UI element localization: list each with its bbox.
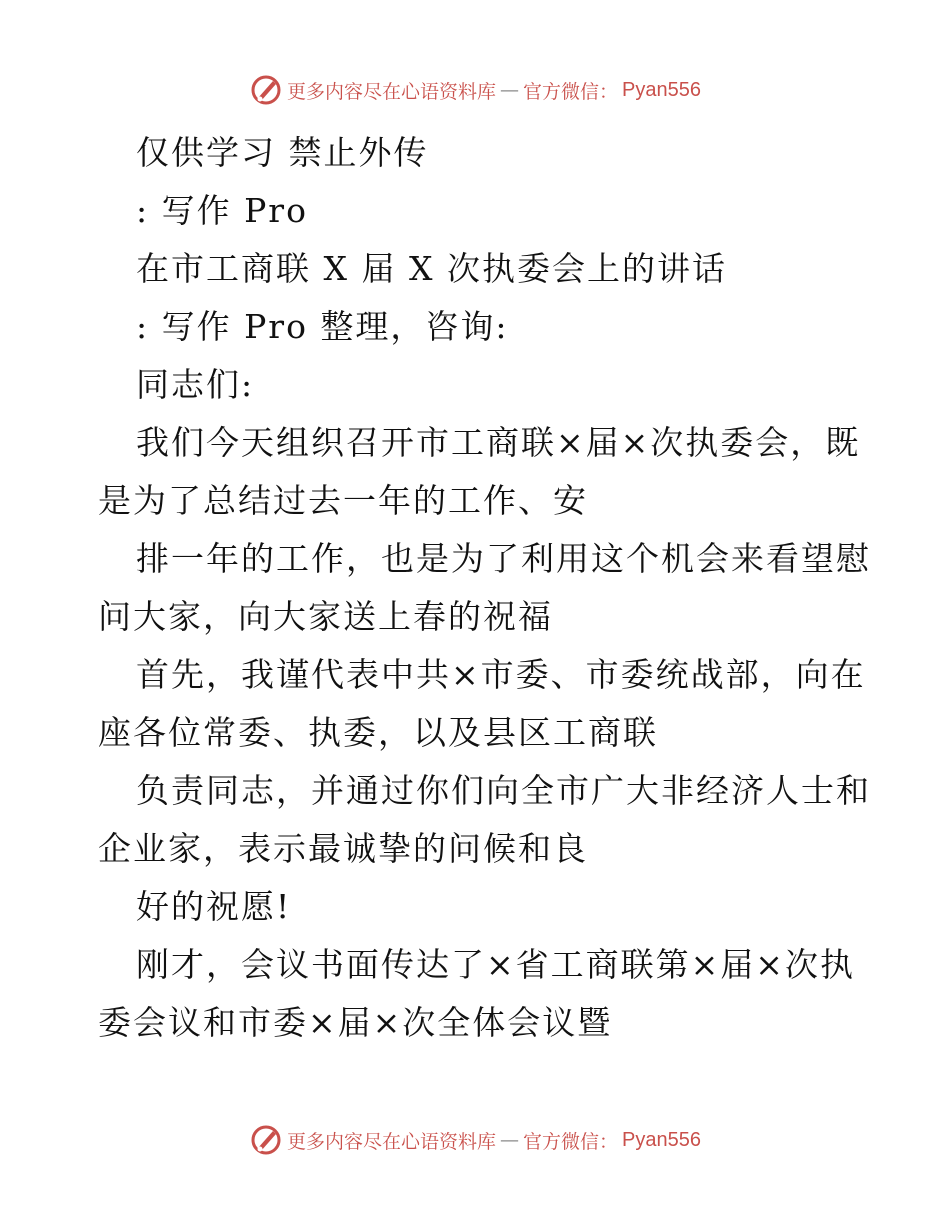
watermark-contact-id: Pyan556: [622, 1128, 701, 1151]
paragraph: 负责同志，并通过你们向全市广大非经济人士和: [136, 771, 871, 810]
document-body: [98, 124, 871, 1052]
paragraph: 首先，我谨代表中共×市委、市委统战部，向在: [136, 655, 866, 694]
paragraph: : 写作 Pro 整理，咨询:: [136, 307, 509, 346]
paragraph: 仅供学习 禁止外传: [136, 133, 429, 172]
document-title: 在市工商联 X 届 X 次执委会上的讲话: [136, 249, 727, 288]
paragraph: 排一年的工作，也是为了利用这个机会来看望慰: [136, 539, 871, 578]
watermark-site-text: 更多内容尽在心语资料库: [287, 80, 497, 103]
header-watermark: [0, 70, 950, 110]
paragraph: 同志们:: [136, 365, 255, 404]
watermark-separator: —: [500, 1129, 520, 1151]
footer-watermark: [0, 1120, 950, 1160]
paragraph: 好的祝愿!: [136, 887, 292, 926]
pen-logo-icon: [249, 73, 283, 107]
watermark-separator: —: [500, 79, 520, 101]
watermark-contact-id: Pyan556: [622, 78, 701, 101]
paragraph: : 写作 Pro: [136, 191, 308, 230]
paragraph: 刚才，会议书面传达了×省工商联第×届×次执: [136, 945, 855, 984]
paragraph: 企业家，表示最诚挚的问候和良: [98, 829, 588, 868]
pen-logo-icon: [249, 1123, 283, 1157]
paragraph: 是为了总结过去一年的工作、安: [98, 481, 588, 520]
watermark-contact-label: 官方微信：: [523, 1130, 619, 1153]
paragraph: 我们今天组织召开市工商联×届×次执委会，既: [136, 423, 861, 462]
paragraph: 委会议和市委×届×次全体会议暨: [98, 1003, 613, 1042]
paragraph: 座各位常委、执委，以及县区工商联: [98, 713, 658, 752]
paragraph: 问大家，向大家送上春的祝福: [98, 597, 553, 636]
watermark-site-text: 更多内容尽在心语资料库: [287, 1130, 497, 1153]
watermark-contact-label: 官方微信：: [523, 80, 619, 103]
